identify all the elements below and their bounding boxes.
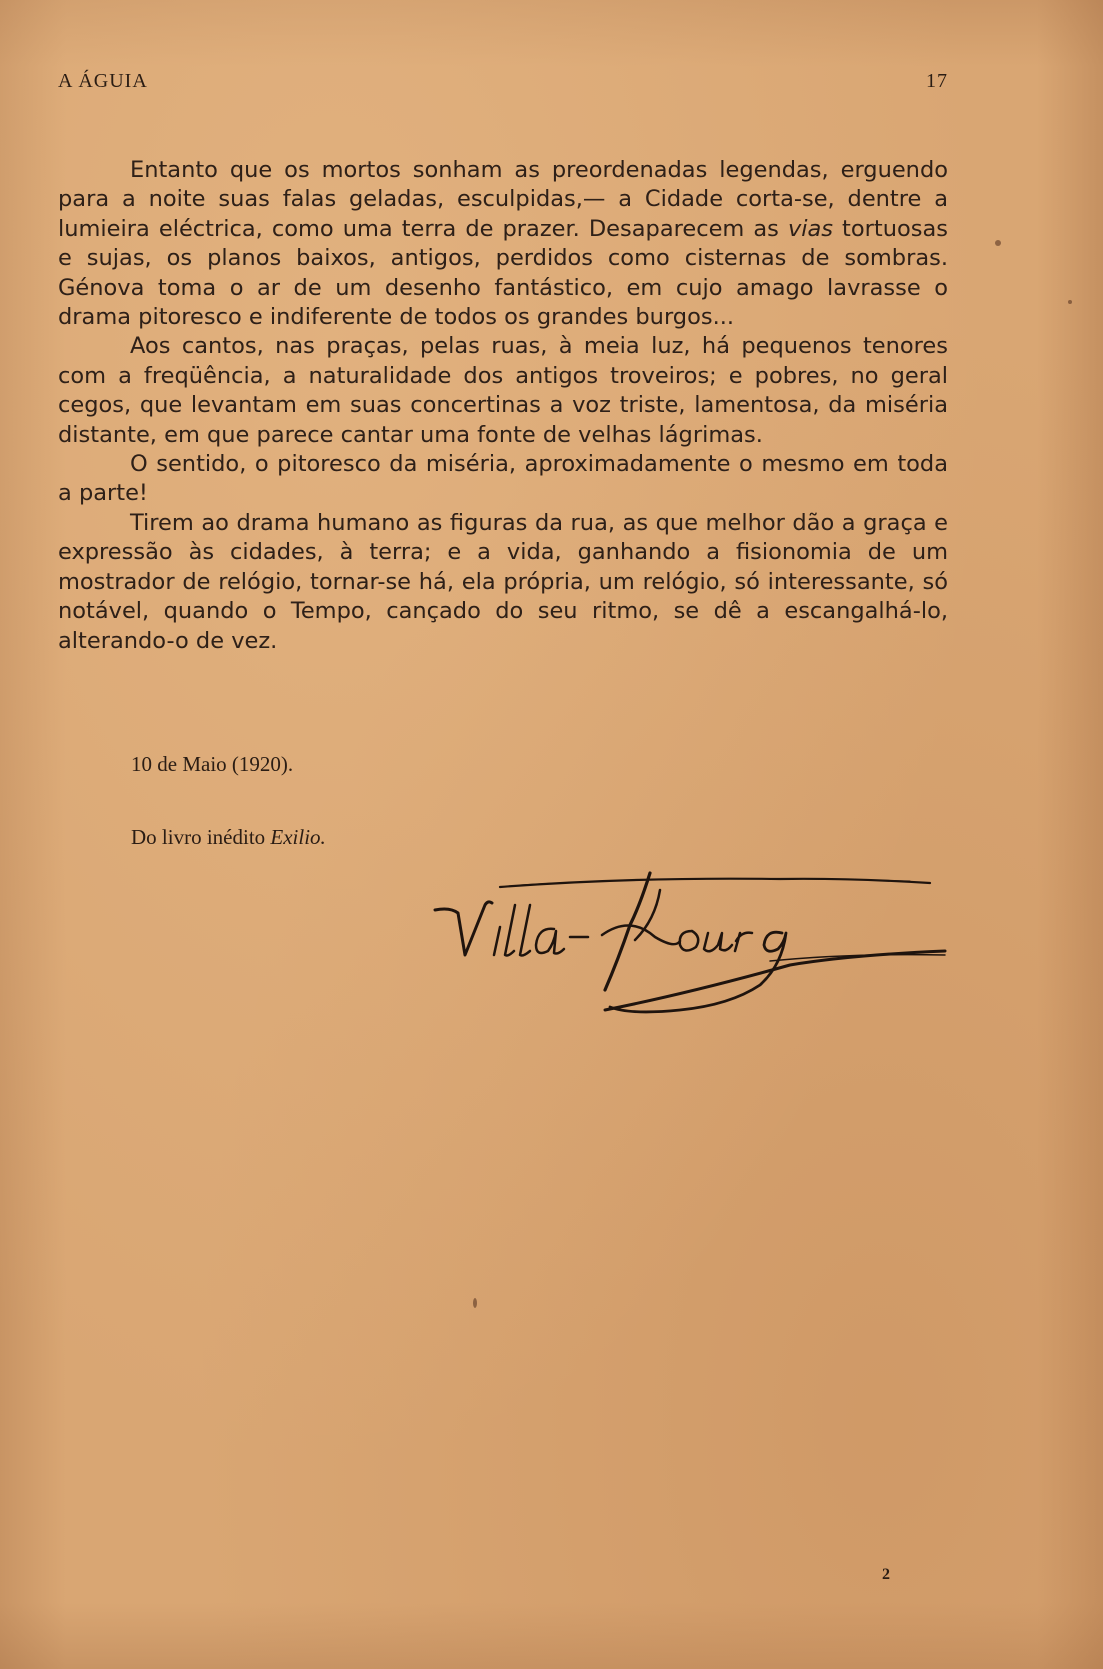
article-body	[58, 156, 948, 656]
source-note	[131, 825, 326, 850]
source-book-title: Exilio.	[270, 825, 326, 849]
signature-sheet-number: 2	[882, 1566, 890, 1583]
running-head	[58, 70, 948, 100]
paper-blemish	[473, 1298, 477, 1308]
journal-title: A ÁGUIA	[58, 70, 148, 92]
paragraph-1	[58, 156, 948, 332]
signature-image	[430, 865, 950, 1025]
paragraph-1-italic: vias	[787, 215, 834, 242]
paper-blemish	[1068, 300, 1072, 304]
paragraph-2: Aos cantos, nas praças, pelas ruas, à meia luz, há pequenos tenores com a freqüência, a naturalidade dos antigos troveiros; e pobres, no geral cegos, que levantam em suas concertinas a voz triste, lamentosa, da miséria distante, em que parece cantar uma fonte de velhas lágrimas.	[58, 333, 948, 448]
page-number: 17	[926, 70, 948, 92]
paper-blemish	[995, 240, 1001, 246]
dateline: 10 de Maio (1920).	[131, 752, 294, 776]
paragraph-1-text-a: Entanto que os mortos sonham as preordenadas legendas, erguendo para a noite suas falas geladas, esculpidas,— a Cidade corta-se, dentre a lumieira eléctrica, como uma terra de prazer. Desaparecem as	[58, 157, 948, 242]
paragraph-4: Tirem ao drama humano as figuras da rua, as que melhor dão a graça e expressão às cidades, à terra; e a vida, ganhando a fisionomia de um mostrador de relógio, tornar-se há, ela própria, um relógio, só interessante, só notável, quando o Tempo, cançado do seu ritmo, se dê a escangalhá-lo, alterando-o de vez.	[58, 509, 948, 654]
paragraph-1-text-b: tortuosas e sujas, os planos baixos, antigos, perdidos como cisternas de sombras. Génova toma o ar de um desenho fantástico, em cujo amago lavrasse o drama pitoresco e indiferente de todos os grandes burgos...	[58, 215, 948, 331]
paragraph-3: O sentido, o pitoresco da miséria, aproximadamente o mesmo em toda a parte!	[58, 451, 948, 507]
handwritten-signature	[430, 865, 950, 1025]
source-prefix: Do livro inédito	[131, 825, 271, 849]
